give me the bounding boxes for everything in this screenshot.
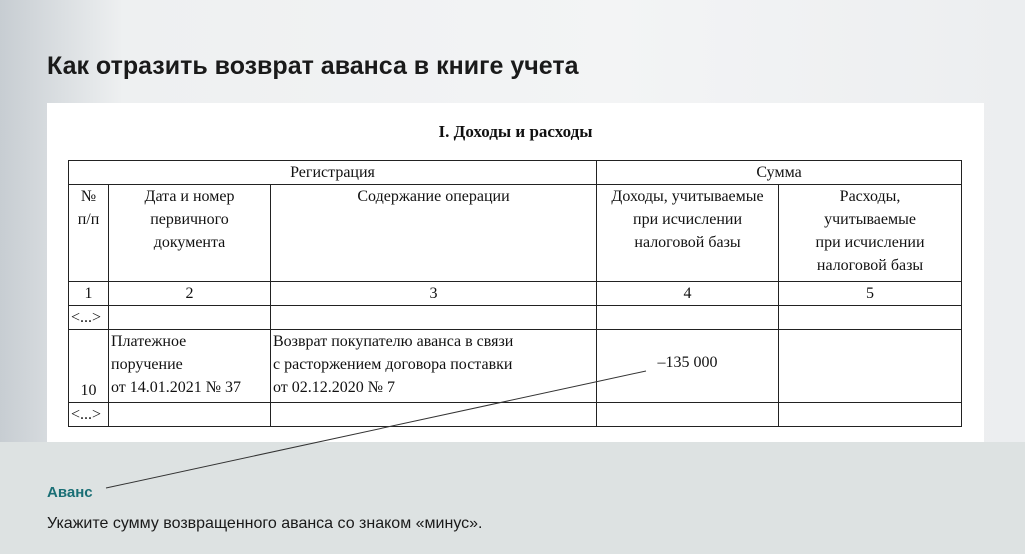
entry-content-line: Возврат покупателю аванса в связи: [273, 333, 514, 350]
entry-content-line: от 02.12.2020 № 7: [273, 379, 396, 396]
header-line: при исчислении: [815, 234, 925, 251]
entry-content-line: с расторжением договора поставки: [273, 356, 513, 373]
header-line: учитываемые: [824, 211, 916, 228]
header-line: №: [80, 188, 97, 205]
callout-label: Аванс: [47, 484, 93, 501]
header-line: Дата и номер: [144, 188, 235, 205]
header-line: Доходы, учитываемые: [611, 188, 764, 205]
header-line: Содержание операции: [357, 188, 510, 205]
entry-document-line: от 14.01.2021 № 37: [111, 379, 242, 396]
header-line: документа: [153, 234, 226, 251]
entry-number: 10: [69, 330, 109, 403]
page-title: Как отразить возврат аванса в книге учета: [47, 52, 579, 80]
entry-income: –135 000: [597, 330, 779, 403]
entry-document-line: Платежное: [111, 333, 187, 350]
callout-text: Укажите сумму возвращенного аванса со знаком «минус».: [47, 515, 483, 532]
ellipsis-cell: <...>: [69, 306, 109, 330]
column-number: 5: [779, 282, 962, 306]
header-line: первичного: [150, 211, 229, 228]
header-line: п/п: [77, 211, 100, 228]
entry-document-line: поручение: [111, 356, 183, 373]
ellipsis-cell: <...>: [69, 403, 109, 427]
section-title: I. Доходы и расходы: [438, 122, 593, 141]
header-line: налоговой базы: [816, 257, 924, 274]
column-number: 1: [69, 282, 109, 306]
group-header-registration: Регистрация: [69, 161, 597, 185]
column-number: 4: [597, 282, 779, 306]
header-line: налоговой базы: [634, 234, 741, 251]
header-line: при исчислении: [633, 211, 742, 228]
column-number: 2: [109, 282, 271, 306]
header-line: Расходы,: [839, 188, 901, 205]
column-number: 3: [271, 282, 597, 306]
group-header-amount: Сумма: [597, 161, 962, 185]
